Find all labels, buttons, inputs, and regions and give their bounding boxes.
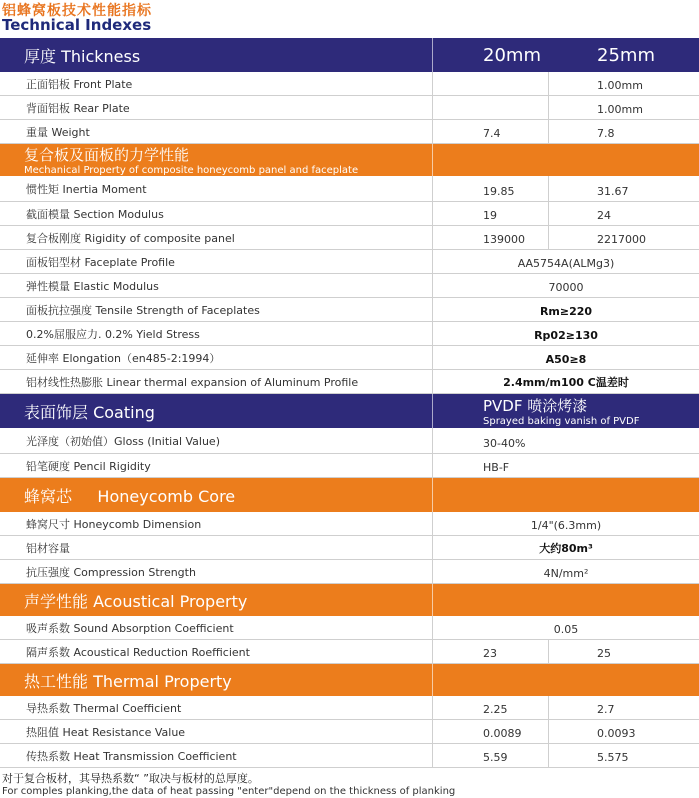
- row-value-20: [433, 96, 549, 120]
- section-core-label: 蜂窝芯 Honeycomb Core: [0, 478, 433, 512]
- row-value: AA5754A(ALMg3): [433, 250, 699, 274]
- section-coating-right-en: Sprayed baking vanish of PVDF: [483, 416, 640, 427]
- table-row: [0, 512, 699, 536]
- row-value: HB-F: [433, 454, 699, 478]
- row-value: Rm≥220: [433, 298, 699, 322]
- section-mechanical-blank: [433, 144, 699, 176]
- row-value: 4N/mm²: [433, 560, 699, 584]
- table-row: [0, 454, 699, 478]
- row-value: 0.05: [433, 616, 699, 640]
- row-label: 弹性模量 Elastic Modulus: [0, 274, 433, 298]
- table-row: [0, 428, 699, 454]
- row-label: 复合板刚度 Rigidity of composite panel: [0, 226, 433, 250]
- title-en: Technical Indexes: [2, 16, 152, 34]
- row-label: 面板抗拉强度 Tensile Strength of Faceplates: [0, 298, 433, 322]
- row-label: 导热系数 Thermal Coefficient: [0, 696, 433, 720]
- row-label: 惯性矩 Inertia Moment: [0, 176, 433, 202]
- row-value-20: 2.25: [433, 696, 549, 720]
- row-value: 70000: [433, 274, 699, 298]
- section-mechanical-cn: 复合板及面板的力学性能: [24, 146, 190, 164]
- section-acoustic: [0, 584, 699, 616]
- row-value-25: 0.0093: [549, 720, 699, 744]
- row-value-25: 2.7: [549, 696, 699, 720]
- table-row: [0, 322, 699, 346]
- row-label: 延伸率 Elongation（en485-2:1994）: [0, 346, 433, 370]
- header-row: [0, 38, 699, 72]
- table-row: [0, 616, 699, 640]
- row-value-20: 5.59: [433, 744, 549, 768]
- row-value: A50≥8: [433, 346, 699, 370]
- row-label: 光泽度（初始值）Gloss (Initial Value): [0, 428, 433, 454]
- section-mechanical-en: Mechanical Property of composite honeycomb panel and faceplate: [24, 165, 359, 176]
- table-row: [0, 346, 699, 370]
- header-col2: 25mm: [597, 44, 655, 66]
- row-label: 抗压强度 Compression Strength: [0, 560, 433, 584]
- row-value: 2.4mm/m100 C温差时: [433, 370, 699, 394]
- table-row: [0, 72, 699, 96]
- row-label: 热阻值 Heat Resistance Value: [0, 720, 433, 744]
- section-thermal-label: 热工性能 Thermal Property: [0, 664, 433, 696]
- row-value-20: 7.4: [433, 120, 549, 144]
- table-row: [0, 298, 699, 322]
- table-row: [0, 696, 699, 720]
- section-acoustic-label: 声学性能 Acoustical Property: [0, 584, 433, 616]
- table-row: [0, 744, 699, 768]
- row-value-25: 25: [549, 640, 699, 664]
- table-row: [0, 202, 699, 226]
- row-label: 蜂窝尺寸 Honeycomb Dimension: [0, 512, 433, 536]
- row-label: 背面铝板 Rear Plate: [0, 96, 433, 120]
- section-mechanical: [0, 144, 699, 176]
- table-row: [0, 640, 699, 664]
- section-core: [0, 478, 699, 512]
- row-value-25: 1.00mm: [549, 96, 699, 120]
- section-thermal: [0, 664, 699, 696]
- row-label: 正面铝板 Front Plate: [0, 72, 433, 96]
- section-thermal-blank: [433, 664, 699, 696]
- table-row: [0, 274, 699, 298]
- section-acoustic-blank: [433, 584, 699, 616]
- row-label: 截面模量 Section Modulus: [0, 202, 433, 226]
- row-value-25: 5.575: [549, 744, 699, 768]
- title-cn: 铝蜂窝板技术性能指标: [2, 3, 152, 19]
- row-label: 铅笔硬度 Pencil Rigidity: [0, 454, 433, 478]
- section-coating-right-cn: PVDF 喷涂烤漆: [483, 397, 588, 415]
- row-value-25: 1.00mm: [549, 72, 699, 96]
- row-label: 铝材容量: [0, 536, 433, 560]
- row-value-20: [433, 72, 549, 96]
- row-value-20: 19.85: [433, 176, 549, 202]
- table-row: [0, 120, 699, 144]
- row-value-25: 31.67: [549, 176, 699, 202]
- table-row: [0, 720, 699, 744]
- row-value-20: 19: [433, 202, 549, 226]
- row-value-20: 139000: [433, 226, 549, 250]
- row-value: Rp02≥130: [433, 322, 699, 346]
- table-row: [0, 536, 699, 560]
- row-value-20: 0.0089: [433, 720, 549, 744]
- row-label: 传热系数 Heat Transmission Coefficient: [0, 744, 433, 768]
- row-value: 大约80m³: [433, 536, 699, 560]
- header-label: 厚度 Thickness: [0, 38, 433, 72]
- row-value-20: 23: [433, 640, 549, 664]
- row-label: 吸声系数 Sound Absorption Coefficient: [0, 616, 433, 640]
- table-row: [0, 176, 699, 202]
- section-mechanical-label: [0, 144, 433, 176]
- footnote-en: For comples planking,the data of heat passing "enter"depend on the thickness of planking: [2, 786, 456, 797]
- section-core-blank: [433, 478, 699, 512]
- table-row: [0, 226, 699, 250]
- row-label: 隔声系数 Acoustical Reduction Roefficient: [0, 640, 433, 664]
- footnote-cn: 对于复合板材，其导热系数“ ”取决与板材的总厚度。: [2, 772, 259, 785]
- row-label: 0.2%屈服应力. 0.2% Yield Stress: [0, 322, 433, 346]
- section-coating-label: 表面饰层 Coating: [0, 394, 433, 428]
- row-label: 铝材线性热膨胀 Linear thermal expansion of Aluminum Profile: [0, 370, 433, 394]
- table-row: [0, 560, 699, 584]
- row-value: 1/4"(6.3mm): [433, 512, 699, 536]
- row-label: 面板铝型材 Faceplate Profile: [0, 250, 433, 274]
- row-value-25: 2217000: [549, 226, 699, 250]
- section-coating: [0, 394, 699, 428]
- table-row: [0, 370, 699, 394]
- table-row: [0, 96, 699, 120]
- table-row: [0, 250, 699, 274]
- header-col1: 20mm: [483, 44, 541, 66]
- row-value-25: 24: [549, 202, 699, 226]
- row-value-25: 7.8: [549, 120, 699, 144]
- section-coating-right: [433, 394, 699, 428]
- row-label: 重量 Weight: [0, 120, 433, 144]
- row-value: 30-40%: [433, 428, 699, 454]
